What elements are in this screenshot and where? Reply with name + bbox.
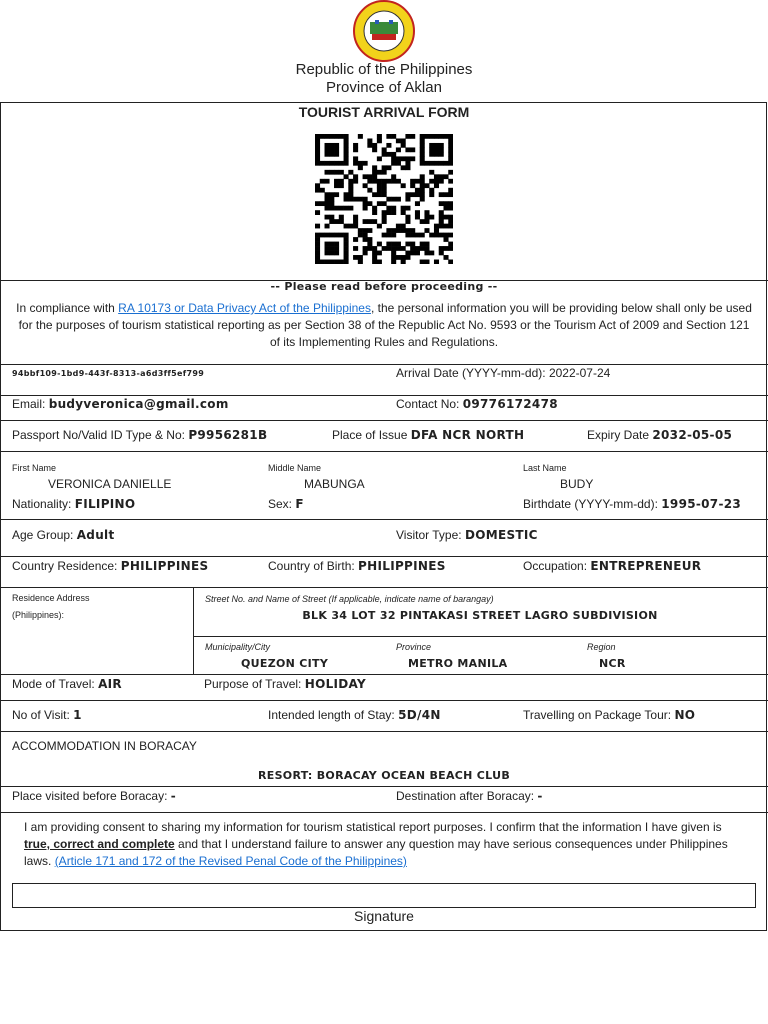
region-value: NCR: [599, 657, 626, 670]
visits-field: [12, 708, 82, 722]
contact-field: [396, 397, 558, 411]
notice-heading: -- Please read before proceeding --: [270, 280, 498, 293]
birthdate-value: 1995-07-23: [661, 497, 742, 511]
email-value: budyveronica@gmail.com: [48, 397, 229, 411]
place-of-issue-label: Place of Issue: [332, 428, 408, 442]
residence-label-sub: (Philippines):: [12, 610, 65, 620]
consent-statement: [24, 819, 748, 870]
visitor-type-label: Visitor Type:: [396, 528, 462, 542]
street-value: BLK 34 LOT 32 PINTAKASI STREET LAGRO SUBDIVISION: [302, 609, 658, 622]
penal-code-link[interactable]: (Article 171 and 172 of the Revised Penal Code of the Philippines): [54, 854, 407, 868]
middle-name-label: Middle Name: [268, 463, 322, 473]
package-label: Travelling on Package Tour:: [523, 708, 672, 722]
first-name-value: VERONICA DANIELLE: [48, 477, 172, 491]
province-value: METRO MANILA: [408, 657, 508, 670]
place-of-issue-field: [332, 428, 524, 442]
privacy-act-link[interactable]: RA 10173 or Data Privacy Act of the Philippines: [118, 301, 371, 315]
email-field: [12, 397, 229, 411]
stay-label: Intended length of Stay:: [268, 708, 395, 722]
notice-text-post: , the personal information you will be providing below shall only be used for the purposes of tourism statistical reporting as per Section 38 of the Republic Act No. 9593 or the Tourism Act of 2009 and Section 121 of its Implementing Rules and Regulations.: [18, 301, 752, 349]
form-title: TOURIST ARRIVAL FORM: [298, 104, 470, 120]
email-label: Email:: [12, 397, 46, 411]
last-name-value: BUDY: [560, 477, 594, 491]
package-field: [523, 708, 695, 722]
place-before-value: -: [170, 789, 177, 803]
purpose-field: [204, 677, 366, 691]
mode-travel-label: Mode of Travel:: [12, 677, 95, 691]
passport-field: [12, 428, 267, 442]
occupation-field: [523, 559, 701, 573]
province-seal: [349, 0, 419, 62]
privacy-notice: [14, 300, 754, 351]
sex-label: Sex:: [268, 497, 293, 511]
age-group-value: Adult: [76, 528, 115, 542]
nationality-field: [12, 497, 135, 511]
purpose-label: Purpose of Travel:: [204, 677, 302, 691]
municipality-value: QUEZON CITY: [241, 657, 329, 670]
birthdate-field: [523, 497, 741, 511]
last-name-label: Last Name: [523, 463, 567, 473]
age-group-label: Age Group:: [12, 528, 74, 542]
occupation-label: Occupation:: [523, 559, 588, 573]
province-label: Province: [396, 642, 432, 652]
notice-text-pre: In compliance with: [16, 301, 119, 315]
residence-label: Residence Address: [12, 593, 90, 603]
place-before-label: Place visited before Boracay:: [12, 789, 168, 803]
country-residence-field: [12, 559, 208, 573]
arrival-date-field: [396, 366, 610, 380]
destination-after-field: [396, 789, 543, 803]
signature-label: Signature: [354, 908, 414, 924]
place-of-issue-value: DFA NCR NORTH: [410, 428, 525, 442]
purpose-value: HOLIDAY: [304, 677, 366, 691]
expiry-label: Expiry Date: [587, 428, 650, 442]
country-birth-value: PHILIPPINES: [358, 559, 446, 573]
arrival-date-value: 2022-07-24: [548, 366, 611, 380]
consent-emphasis: true, correct and complete: [24, 837, 175, 851]
arrival-date-label: Arrival Date (YYYY-mm-dd):: [396, 366, 546, 380]
visitor-type-value: DOMESTIC: [464, 528, 538, 542]
nationality-label: Nationality:: [12, 497, 72, 511]
signature-box[interactable]: [12, 883, 756, 908]
consent-text-1: I am providing consent to sharing my information for tourism statistical report purposes. I confirm that the information I have given is: [24, 820, 722, 834]
age-group-field: [12, 528, 115, 542]
contact-value: 09776172478: [462, 397, 558, 411]
visits-label: No of Visit:: [12, 708, 70, 722]
country-residence-value: PHILIPPINES: [120, 559, 209, 573]
expiry-field: [587, 428, 732, 442]
package-value: NO: [674, 708, 696, 722]
destination-after-label: Destination after Boracay:: [396, 789, 535, 803]
stay-value: 5D/4N: [398, 708, 441, 722]
birthdate-label: Birthdate (YYYY-mm-dd):: [523, 497, 658, 511]
reference-id: 94bbf109-1bd9-443f-8313-a6d3ff5ef799: [12, 369, 205, 378]
middle-name-value: MABUNGA: [304, 477, 365, 491]
municipality-label: Municipality/City: [205, 642, 271, 652]
country-residence-label: Country Residence:: [12, 559, 118, 573]
header-line-2: Province of Aklan: [326, 79, 442, 96]
destination-after-value: -: [537, 789, 543, 803]
country-birth-field: [268, 559, 446, 573]
expiry-value: 2032-05-05: [652, 428, 733, 442]
street-label: Street No. and Name of Street (If applicable, indicate name of barangay): [205, 594, 494, 604]
accommodation-label: ACCOMMODATION IN BORACAY: [12, 739, 197, 753]
region-label: Region: [587, 642, 616, 652]
consent-text-2: and that I understand failure to answer any question may have serious consequences under Philippines laws.: [24, 837, 728, 868]
accommodation-value: RESORT: BORACAY OCEAN BEACH CLUB: [257, 769, 511, 782]
sex-field: [268, 497, 304, 511]
first-name-label: First Name: [12, 463, 57, 473]
stay-field: [268, 708, 441, 722]
header-line-1: Republic of the Philippines: [295, 61, 473, 78]
visitor-type-field: [396, 528, 538, 542]
mode-travel-value: AIR: [98, 677, 122, 691]
passport-value: P9956281B: [188, 428, 268, 442]
contact-label: Contact No:: [396, 397, 460, 411]
qr-code: [315, 134, 453, 264]
occupation-value: ENTREPRENEUR: [590, 559, 702, 573]
visits-value: 1: [73, 708, 82, 722]
place-before-field: [12, 789, 176, 803]
sex-value: F: [295, 497, 304, 511]
passport-label: Passport No/Valid ID Type & No:: [12, 428, 185, 442]
nationality-value: FILIPINO: [74, 497, 136, 511]
mode-travel-field: [12, 677, 122, 691]
country-birth-label: Country of Birth:: [268, 559, 355, 573]
